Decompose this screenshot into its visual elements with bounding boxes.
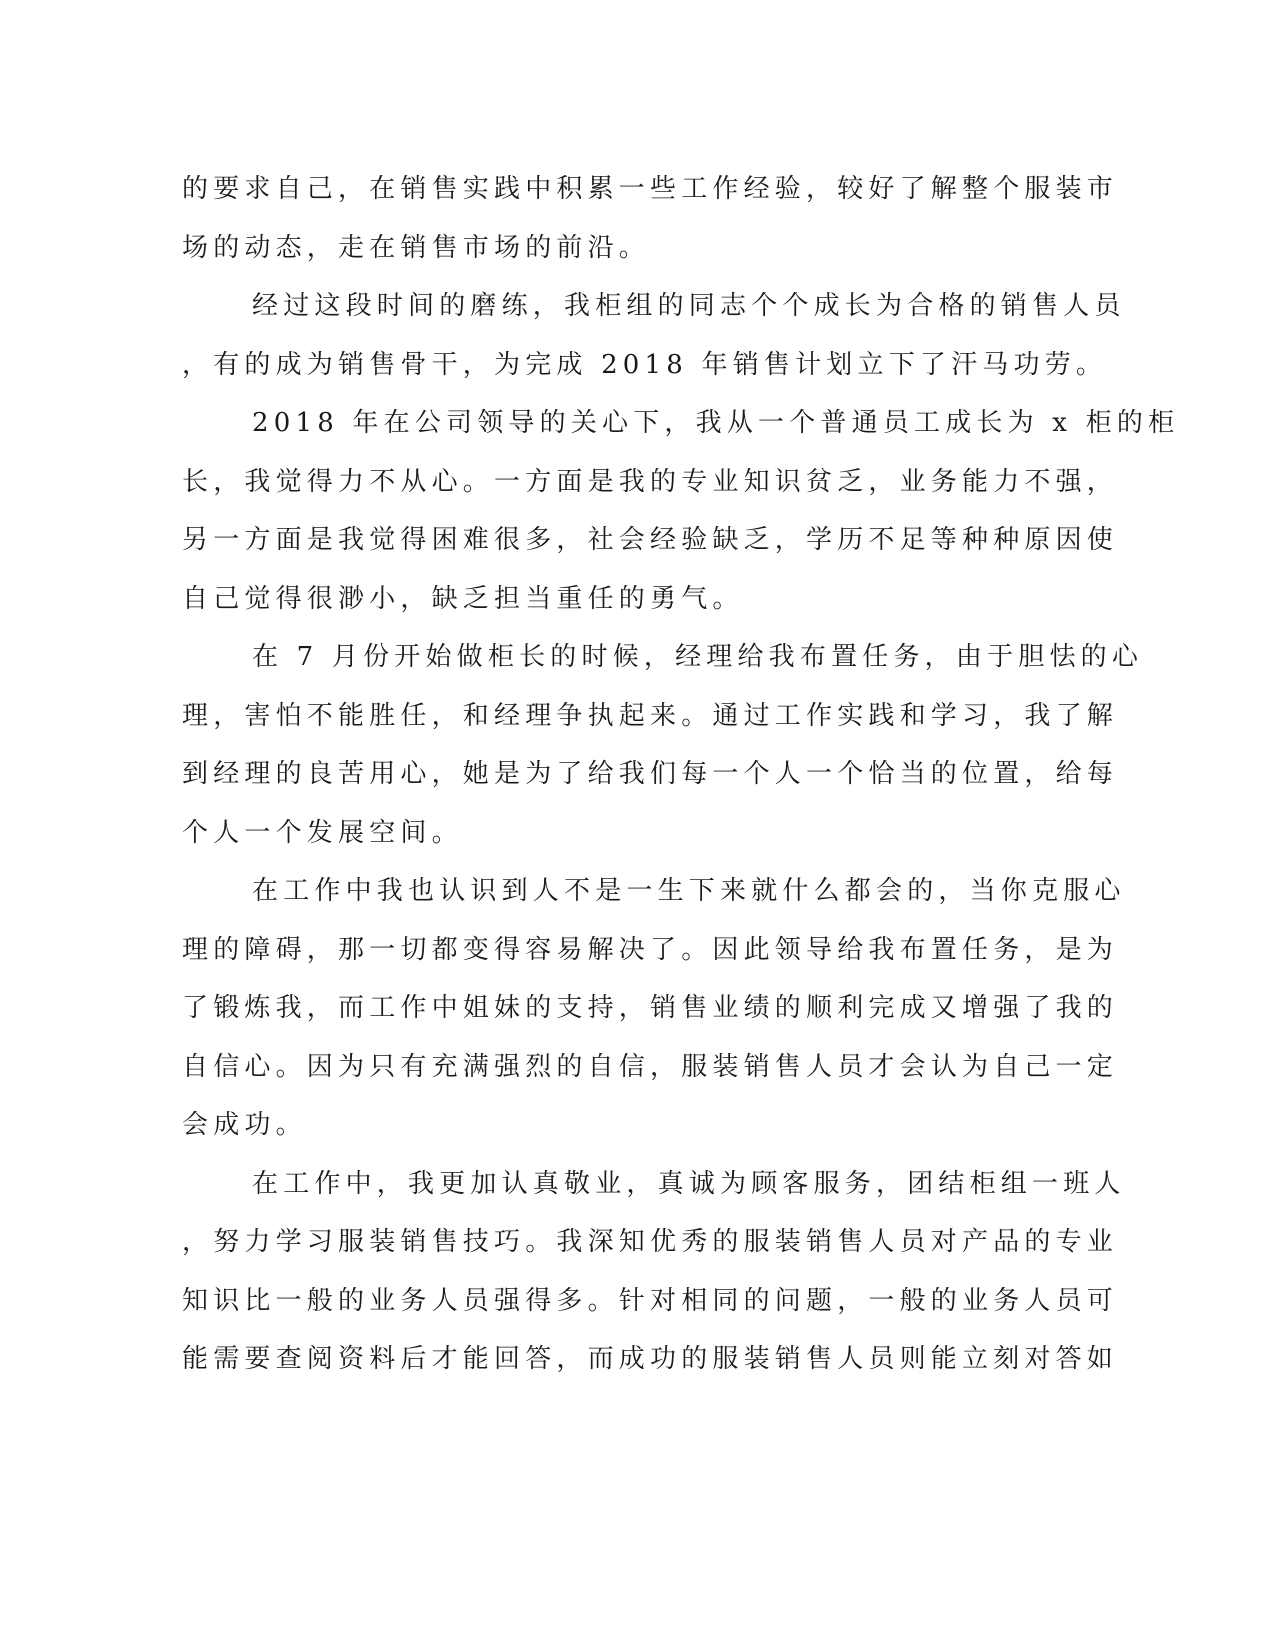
paragraph-3 bbox=[182, 394, 1180, 628]
paragraph-2 bbox=[182, 277, 1126, 394]
text-line: ，努力学习服装销售技巧。我深知优秀的服装销售人员对产品的专业 bbox=[182, 1227, 1119, 1257]
text-line: 理，害怕不能胜任，和经理争执起来。通过工作实践和学习，我了解 bbox=[182, 700, 1119, 731]
text-line: 能需要查阅资料后才能回答，而成功的服装销售人员则能立刻对答如 bbox=[182, 1344, 1119, 1374]
text-line: 到经理的良苦用心，她是为了给我们每一个人一个恰当的位置，给每 bbox=[182, 759, 1119, 789]
text-line: 理的障碍，那一切都变得容易解决了。因此领导给我布置任务，是为 bbox=[182, 934, 1119, 965]
paragraph-1 bbox=[182, 160, 1119, 277]
text-line: 2018 年在公司领导的关心下，我从一个普通员工成长为 x 柜的柜 bbox=[252, 408, 1180, 438]
text-line: 个人一个发展空间。 bbox=[182, 817, 463, 848]
text-line: 自信心。因为只有充满强烈的自信，服装销售人员才会认为自己一定 bbox=[182, 1051, 1119, 1082]
text-line: 另一方面是我觉得困难很多，社会经验缺乏，学历不足等种种原因使 bbox=[182, 525, 1119, 555]
text-line: 知识比一般的业务人员强得多。针对相同的问题，一般的业务人员可 bbox=[182, 1285, 1119, 1316]
text-line: 在工作中我也认识到人不是一生下来就什么都会的，当你克服心 bbox=[252, 876, 1126, 906]
text-line: ，有的成为销售骨干，为完成 2018 年销售计划立下了汗马功劳。 bbox=[182, 349, 1108, 380]
document-body bbox=[182, 160, 1180, 1389]
text-line: 长，我觉得力不从心。一方面是我的专业知识贫乏，业务能力不强， bbox=[182, 466, 1119, 497]
text-line: 在 7 月份开始做柜长的时候，经理给我布置任务，由于胆怯的心 bbox=[252, 642, 1144, 672]
text-line: 的要求自己，在销售实践中积累一些工作经验，较好了解整个服装市 bbox=[182, 174, 1119, 204]
paragraph-6 bbox=[182, 1155, 1126, 1389]
text-line: 经过这段时间的磨练，我柜组的同志个个成长为合格的销售人员 bbox=[252, 291, 1126, 321]
text-line: 在工作中，我更加认真敬业，真诚为顾客服务，团结柜组一班人 bbox=[252, 1168, 1126, 1199]
text-line: 会成功。 bbox=[182, 1110, 307, 1140]
paragraph-4 bbox=[182, 628, 1144, 862]
text-line: 了锻炼我，而工作中姐妹的支持，销售业绩的顺利完成又增强了我的 bbox=[182, 993, 1119, 1023]
paragraph-5 bbox=[182, 862, 1126, 1155]
text-line: 场的动态，走在销售市场的前沿。 bbox=[182, 232, 651, 263]
text-line: 自己觉得很渺小，缺乏担当重任的勇气。 bbox=[182, 583, 744, 614]
